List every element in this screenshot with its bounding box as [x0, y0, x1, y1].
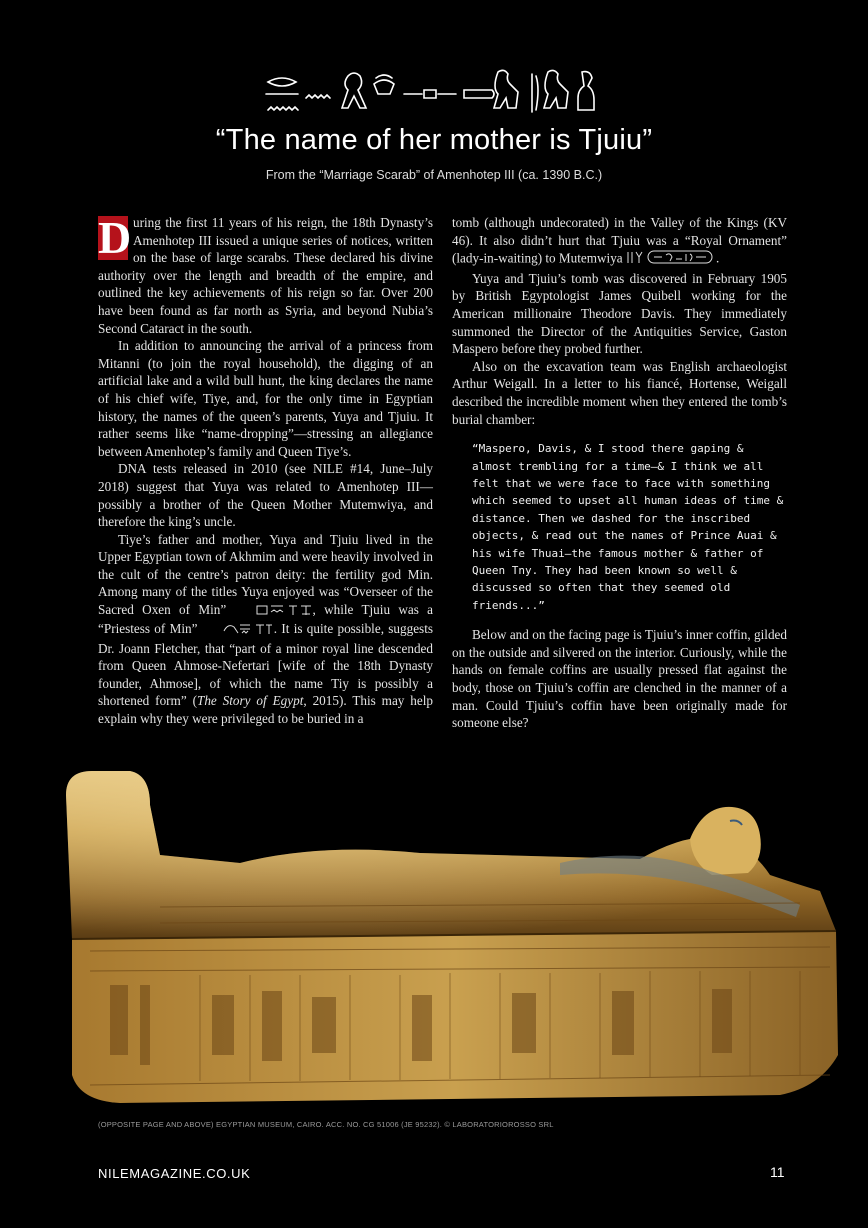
- paragraph: In addition to announcing the arrival of a princess from Mitanni (to join the royal household), the digging of an artificial lake and a wild bull hunt, the king declares the name of his chief wife, Tiye, and, for the only time in Egyptian history, the names of the queen’s parents, Yuya and Tjuiu. It rather seems like “name-dropping”—stressing an allegiance between Amenhotep’s family and Queen Tiye’s.: [98, 338, 433, 459]
- block-quote: “Maspero, Davis, & I stood there gaping & almost trembling for a time—& I think we all felt that we were face to face with something which seemed to upset all human ideas of time & distance. Then we dashed for the inscribed objects, & read out the names of Prince Auai & his wife Thuai—the famous mother & father of Queen Tny. They had been known so well & discussed so often that they seemed old friends...”: [472, 442, 784, 612]
- page-number: 11: [770, 1164, 785, 1180]
- paragraph: Yuya and Tjuiu’s tomb was discovered in February 1905 by British Egyptologist James Quibell working for the American millionaire Theodore Davis. They immediately summoned the Director of the Antiquities Service, Gaston Maspero before they probed further.: [452, 270, 787, 357]
- book-title: The Story of Egypt: [196, 693, 304, 709]
- photo-credit: (OPPOSITE PAGE AND ABOVE) EGYPTIAN MUSEUM, CAIRO. ACC. NO. CG 51006 (JE 95232). © LABORATORIOROSSO SRL: [98, 1120, 554, 1129]
- hieroglyph-icon: [235, 602, 313, 621]
- article-title: “The name of her mother is Tjuiu”: [215, 124, 653, 156]
- hieroglyph-cartouche-icon: [626, 249, 716, 270]
- coffin-photo: [0, 735, 868, 1120]
- article-subtitle: From the “Marriage Scarab” of Amenhotep III (ca. 1390 B.C.): [265, 168, 603, 182]
- coffin-image: [0, 735, 868, 1120]
- hieroglyph-icon: [202, 621, 274, 640]
- paragraph: Also on the excavation team was English archaeologist Arthur Weigall. In a letter to his fiancé, Hortense, Weigall described the incredible moment when they entered the tomb’s burial chamber:: [452, 358, 787, 427]
- footer-website: NILEMAGAZINE.CO.UK: [98, 1166, 251, 1181]
- text-column-left: [98, 214, 433, 728]
- paragraph-intro: D uring the first 11 years of his reign, the 18th Dynasty’s Amenhotep III issued a unique series of notices, written on the base of large scarabs. These declared his divine authority over the length and breadth of the empire, and outlined the key achievements of his reign so far. Over 200 have been found as far north as Syria, and beyond Nubia’s Second Cataract in the south.: [98, 212, 433, 336]
- drop-cap: D: [98, 212, 132, 263]
- paragraph: tomb (although undecorated) in the Valley of the Kings (KV 46). It also didn’t hurt that Tjuiu was a “Royal Ornament” (lady-in-waiting) to Mutemwiya .: [452, 214, 787, 270]
- hieroglyph-inscription: [0, 64, 868, 120]
- paragraph: Below and on the facing page is Tjuiu’s inner coffin, gilded on the outside and silvered on the interior. Curiously, while the hands on female coffins are usually pressed flat against the body, those on Tjuiu’s coffin are clenched in the manner of a man. Could Tjuiu’s coffin have been originally made for someone else?: [452, 627, 787, 731]
- paragraph: DNA tests released in 2010 (see NILE #14, June–July 2018) suggest that Yuya was related to Amenhotep III—possibly a brother of the Queen Mother Mutemwiya, and therefore the king’s uncle.: [98, 461, 433, 530]
- hieroglyph-icon: [264, 64, 604, 118]
- paragraph: Tiye’s father and mother, Yuya and Tjuiu lived in the Upper Egyptian town of Akhmim and were heavily involved in the cult of the centre’s patron deity: the fertility god Min. Among many of the titles Yuya enjoyed was “Overseer of the Sacred Oxen of Min” , while Tjuiu was a “Priestess of Min” . It is quite possible, suggests Dr. Joann Fletcher, that “part of a minor royal line descended from Queen Ahmose-Nefertari [wife of the 18th Dynasty founder, Ahmose], of which the name Tiy is possibly a shortened form” (The Story of Egypt, 2015). This may help explain why they were privileged to be buried in a: [98, 531, 434, 726]
- text-column-right: [452, 214, 787, 732]
